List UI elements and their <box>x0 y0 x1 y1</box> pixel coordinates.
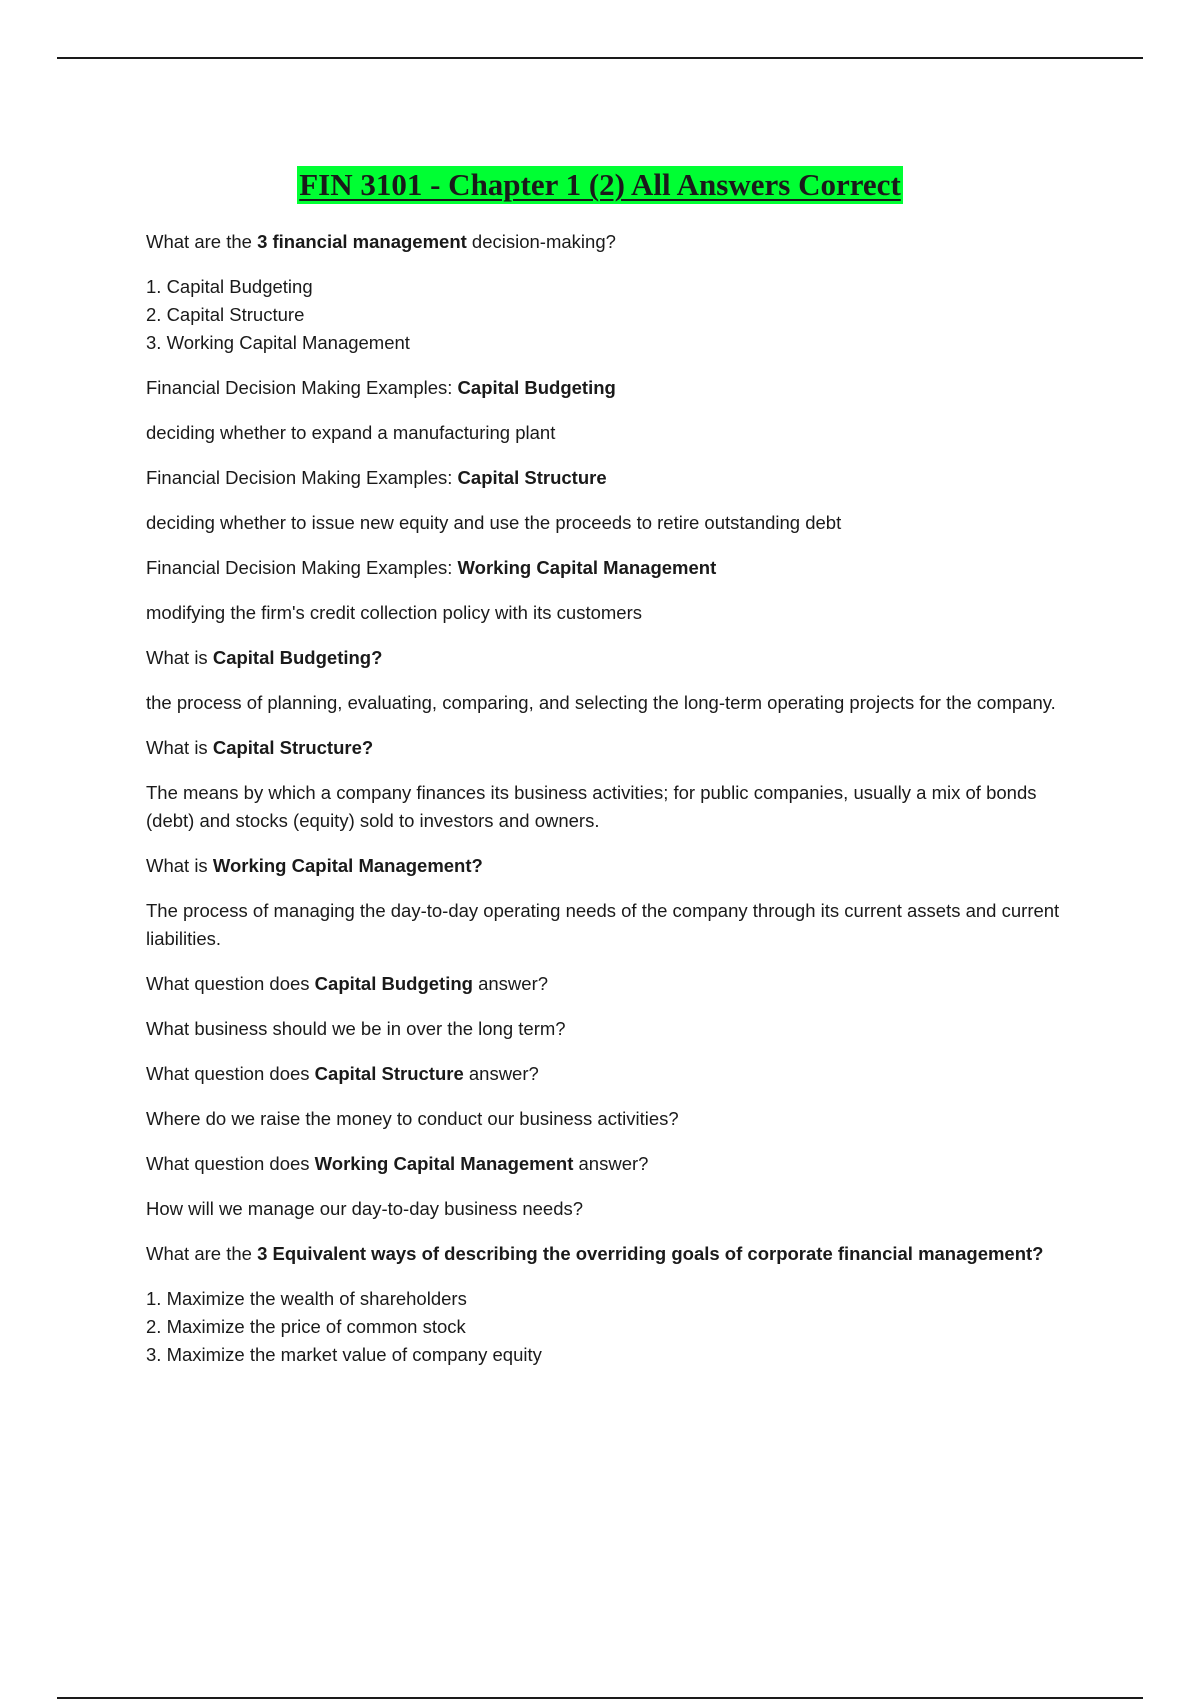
list-item: 2. Maximize the price of common stock <box>146 1316 466 1337</box>
answer: How will we manage our day-to-day business needs? <box>146 1198 584 1219</box>
question: Financial Decision Making Examples: Working Capital Management <box>146 557 717 578</box>
answer: The means by which a company finances its business activities; for public companies, usually a mix of bonds (debt) and stocks (equity) sold to investors and owners. <box>146 782 1037 831</box>
answer: modifying the firm's credit collection policy with its customers <box>146 602 643 623</box>
list-item: 1. Capital Budgeting <box>146 276 313 297</box>
document-title: FIN 3101 - Chapter 1 (2) All Answers Correct <box>299 167 901 202</box>
document-body <box>146 228 1086 1386</box>
answer: deciding whether to expand a manufacturing plant <box>146 422 556 443</box>
answer: The process of managing the day-to-day operating needs of the company through its current assets and current liabilities. <box>146 900 1060 949</box>
question: What question does Capital Structure answer? <box>146 1063 539 1084</box>
answer-list <box>146 1285 1086 1369</box>
list-item: 1. Maximize the wealth of shareholders <box>146 1288 467 1309</box>
list-item: 2. Capital Structure <box>146 304 305 325</box>
answer: What business should we be in over the long term? <box>146 1018 566 1039</box>
question: What is Working Capital Management? <box>146 855 483 876</box>
question: Financial Decision Making Examples: Capital Budgeting <box>146 377 616 398</box>
question: What are the 3 financial management decision-making? <box>146 231 616 252</box>
question: What is Capital Budgeting? <box>146 647 383 668</box>
top-rule <box>57 57 1143 59</box>
list-item: 3. Working Capital Management <box>146 332 410 353</box>
question: What question does Capital Budgeting answer? <box>146 973 549 994</box>
list-item: 3. Maximize the market value of company equity <box>146 1344 542 1365</box>
question: Financial Decision Making Examples: Capital Structure <box>146 467 607 488</box>
answer-list <box>146 273 1086 357</box>
title-container <box>0 166 1200 204</box>
answer: deciding whether to issue new equity and use the proceeds to retire outstanding debt <box>146 512 842 533</box>
bottom-rule <box>57 1697 1143 1699</box>
question: What question does Working Capital Management answer? <box>146 1153 649 1174</box>
question: What are the 3 Equivalent ways of describing the overriding goals of corporate financial management? <box>146 1243 1044 1264</box>
answer: Where do we raise the money to conduct our business activities? <box>146 1108 679 1129</box>
answer: the process of planning, evaluating, comparing, and selecting the long-term operating projects for the company. <box>146 692 1056 713</box>
question: What is Capital Structure? <box>146 737 374 758</box>
